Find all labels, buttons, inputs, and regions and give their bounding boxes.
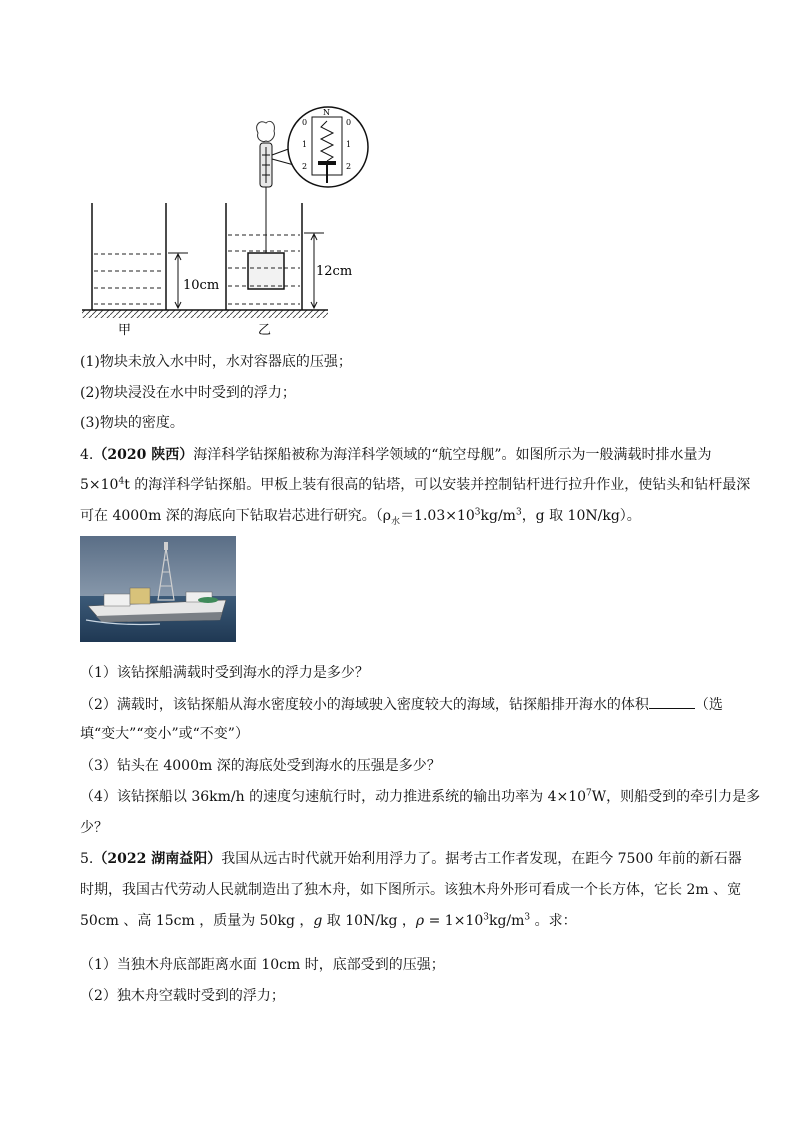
q4-line2	[80, 475, 750, 495]
q5-text-1: 我国从远古时代就开始利用浮力了。据考古工作者发现，在距今 7500 年前的新石器	[221, 851, 742, 867]
magnified-scale	[272, 107, 368, 187]
q4-sub3: （3）钻头在 4000m 深的海底处受到海水的压强是多少？	[80, 758, 441, 774]
q5-text-3d: kg/m	[488, 913, 525, 929]
scale-left-2: 2	[302, 162, 308, 171]
q5-line1	[80, 849, 742, 869]
q5-sub2: （2）独木舟空载时受到的浮力；	[80, 988, 285, 1004]
q4-sub2-line2: 填“变大”“变小”或“不变”）	[80, 726, 249, 742]
q3-part2: (2)物块浸没在水中时受到的浮力；	[80, 385, 296, 401]
height-yi-label: 12cm	[316, 264, 353, 279]
q3-part3: (3)物块的密度。	[80, 415, 184, 431]
q4-text-2a: 5×10	[80, 477, 119, 493]
q5-exp-2: 3	[524, 912, 531, 923]
q4-sub2-text-b: （选	[694, 697, 723, 713]
q4-sub4-exp: 7	[586, 788, 592, 799]
ground	[82, 310, 328, 318]
q4-text-3c: kg/m	[480, 508, 516, 524]
q4-exp-2: 3	[474, 507, 481, 518]
scale-right-0: 0	[346, 118, 352, 127]
label-jia: 甲	[118, 323, 132, 338]
q4-sub1: （1）该钻探船满载时受到海水的浮力是多少？	[80, 665, 369, 681]
q4-line1	[80, 445, 712, 465]
q5-exp-1: 3	[483, 912, 489, 923]
q4-text-3a: 可在 4000m 深的海底向下钻取岩芯进行研究。（ρ	[80, 508, 392, 524]
q4-sub4-line1	[80, 787, 760, 807]
q5-number: 5.	[80, 851, 94, 867]
q4-text-3d: ，g 取 10N/kg）。	[521, 508, 641, 524]
q4-sub2-text: （2）满载时，该钻探船从海水密度较小的海域驶入密度较大的海域，钻探船排开海水的体积	[80, 697, 649, 713]
q5-text-3b: 取 10N/kg ，	[322, 913, 416, 929]
q4-line3	[80, 506, 641, 532]
label-yi: 乙	[258, 323, 272, 338]
answer-blank[interactable]	[649, 694, 695, 709]
q5-line2: 时期，我国古代劳动人民就制造出了独木舟，如下图所示。该独木舟外形可看成一个长方体，它长 2m 、宽	[80, 882, 742, 898]
scale-right-1: 1	[346, 140, 352, 149]
q5-rho-symbol: ρ	[415, 913, 425, 929]
q5-line3	[80, 911, 577, 931]
q4-sub4-line2: 少？	[80, 820, 108, 836]
q4-text-2b: t 的海洋科学钻探船。甲板上装有很高的钻塔，可以安装并控制钻杆进行拉升作业，使钻头和钻杆最深	[124, 477, 751, 493]
q4-source: （2020 陕西）	[93, 447, 194, 463]
physics-diagram	[80, 105, 353, 340]
q4-exp-3: 3	[515, 507, 522, 518]
drilling-ship-photo	[80, 536, 236, 642]
container-jia	[92, 203, 188, 310]
q5-text-3a: 50cm 、高 15cm ，质量为 50kg ，	[80, 913, 314, 929]
q4-number: 4.	[80, 447, 94, 463]
q4-text-3b: ＝1.03×10	[400, 508, 475, 524]
q4-exp-1: 4	[118, 476, 125, 487]
q5-g-symbol: g	[313, 913, 323, 929]
q4-sub4-text-b: W，则船受到的牵引力是多	[591, 789, 761, 805]
q4-sub4-text-a: （4）该钻探船以 36km/h 的速度匀速航行时，动力推进系统的输出功率为 4×10	[80, 789, 587, 805]
scale-unit: N	[323, 108, 330, 117]
q5-text-3c: = 1×10	[424, 913, 484, 929]
q3-part1: (1)物块未放入水中时，水对容器底的压强；	[80, 354, 352, 370]
scale-left-0: 0	[302, 118, 308, 127]
scale-left-1: 1	[302, 140, 308, 149]
block	[248, 253, 284, 289]
q5-sub1: （1）当独木舟底部距离水面 10cm 时，底部受到的压强；	[80, 957, 445, 973]
height-jia-label: 10cm	[183, 278, 220, 293]
container-yi	[226, 187, 324, 310]
q4-text-1: 海洋科学钻探船被称为海洋科学领域的“航空母舰”。如图所示为一般满载时排水量为	[193, 447, 712, 463]
spring-scale	[257, 121, 275, 187]
q5-text-3e: 。求：	[530, 913, 577, 929]
q4-sub-water: 水	[391, 516, 401, 527]
scale-right-2: 2	[346, 162, 352, 171]
q4-sub2-line1	[80, 694, 723, 715]
q5-source: （2022 湖南益阳）	[93, 851, 222, 867]
